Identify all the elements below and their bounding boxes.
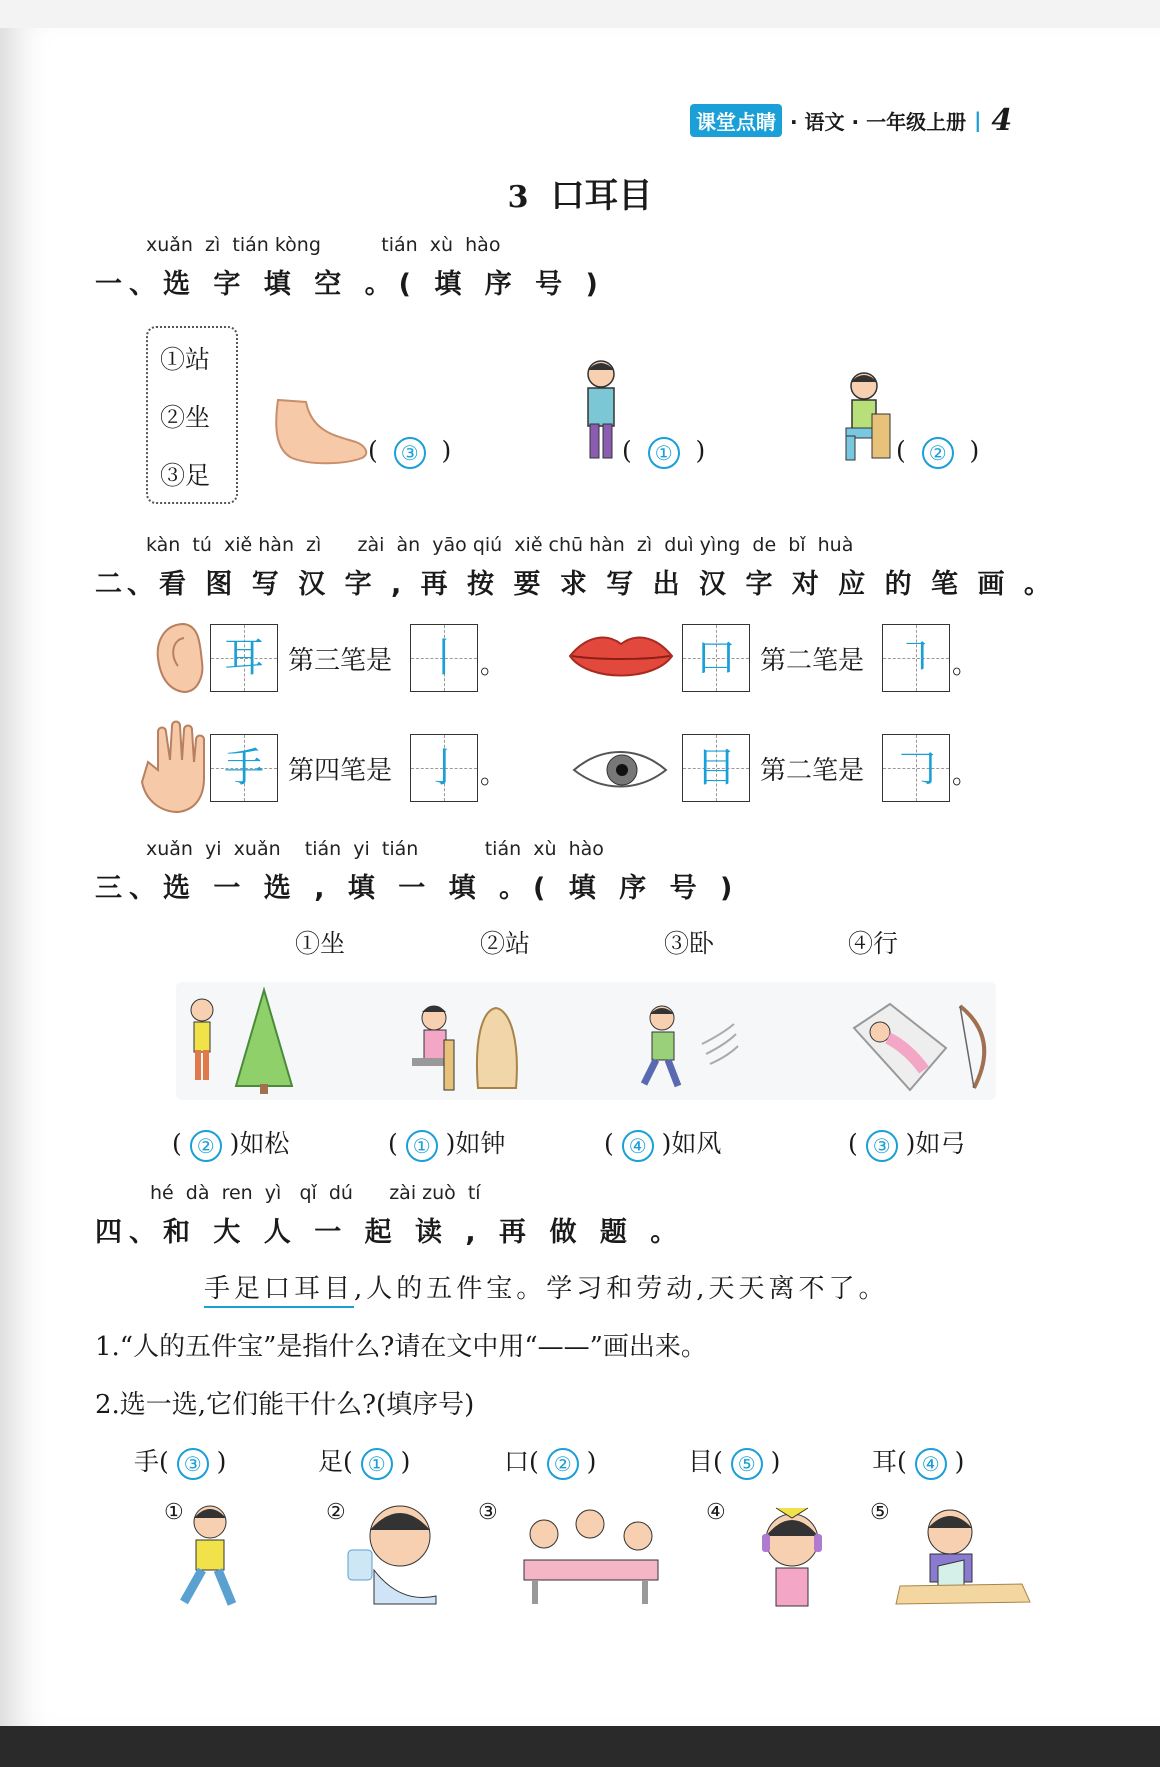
section-badge: 课堂点睛 xyxy=(690,104,782,137)
page-top-edge xyxy=(0,0,1160,28)
boy-reading-icon xyxy=(894,1502,1034,1606)
eye-icon xyxy=(572,746,668,794)
q1-blank-3[interactable]: ( ② ) xyxy=(896,436,979,469)
q4-sub-question-2: 2.选一选,它们能干什么?(填序号) xyxy=(95,1390,475,1420)
q2-end-1: 。 xyxy=(480,650,507,680)
q3-blank-2[interactable]: ( ① )如钟 xyxy=(388,1124,505,1162)
header-divider: | xyxy=(974,108,982,132)
kids-eating-table-icon xyxy=(514,1502,664,1606)
mouth-icon xyxy=(568,632,674,684)
q1-option: ①站 xyxy=(160,345,211,374)
q4-passage: 手足口耳目,人的五件宝。学习和劳动,天天离不了。 xyxy=(204,1268,889,1305)
lesson-name: 口耳目 xyxy=(550,176,653,216)
ear-icon xyxy=(154,622,206,694)
q3-heading: 三、选 一 选 , 填 一 填 。( 填 序 号 ) xyxy=(95,873,740,904)
page-number: 4 xyxy=(991,102,1013,138)
q2-prompt-1: 第三笔是 xyxy=(288,646,393,676)
q4-pinyin: hé dà ren yì qǐ dú zài zuò tí xyxy=(150,1182,481,1204)
q3-blank-4[interactable]: ( ③ )如弓 xyxy=(848,1124,965,1162)
q2-end-2: 。 xyxy=(952,650,979,680)
q1-blank-2[interactable]: ( ① ) xyxy=(622,436,705,469)
running-boy-icon xyxy=(166,1502,250,1612)
q4-answer-5[interactable]: 耳( ④ ) xyxy=(872,1442,964,1480)
q2-char-box-4[interactable]: 目 xyxy=(682,734,750,802)
boy-running-icon xyxy=(630,1004,750,1094)
passage-underlined-answer: 手足口耳目 xyxy=(204,1274,354,1308)
q2-stroke-box-3[interactable]: 亅 xyxy=(410,734,478,802)
q3-blank-1[interactable]: ( ② )如松 xyxy=(172,1124,289,1162)
q2-char-box-3[interactable]: 手 xyxy=(210,734,278,802)
q1-pinyin: xuǎn zì tián kòng tián xù hào xyxy=(146,234,501,256)
q1-blank-1[interactable]: ( ③ ) xyxy=(368,436,451,469)
q2-prompt-3: 第四笔是 xyxy=(288,756,393,786)
q2-char-box-1[interactable]: 耳 xyxy=(210,624,278,692)
q1-option: ②坐 xyxy=(160,403,211,432)
q2-stroke-box-4[interactable]: 𠃌 xyxy=(882,734,950,802)
q4-answer-3[interactable]: 口( ② ) xyxy=(504,1442,596,1480)
q2-end-4: 。 xyxy=(952,760,979,790)
q3-option: ①坐 xyxy=(295,929,346,958)
page-header xyxy=(690,100,1012,140)
q4-sub-question-1: 1.“人的五件宝”是指什么?请在文中用“——”画出来。 xyxy=(95,1332,707,1362)
sitting-boy-icon xyxy=(838,370,896,466)
q4-picture-label: ② xyxy=(326,1500,346,1525)
q1-heading: 一、选 字 填 空 。( 填 序 号 ) xyxy=(95,269,605,300)
subject-label: · 语文 · 一年级上册 xyxy=(790,109,967,134)
drinking-boy-icon xyxy=(340,1500,440,1604)
lesson-title xyxy=(0,168,1160,217)
q4-heading: 四、和 大 人 一 起 读 , 再 做 题 。 xyxy=(95,1217,685,1248)
q3-blank-3[interactable]: ( ④ )如风 xyxy=(604,1124,721,1162)
girl-headphones-icon xyxy=(746,1500,836,1610)
q2-char-box-2[interactable]: 口 xyxy=(682,624,750,692)
q2-prompt-4: 第二笔是 xyxy=(760,756,865,786)
girl-sitting-bell-icon xyxy=(404,1000,528,1096)
girl-lying-bow-icon xyxy=(850,998,996,1094)
q4-picture-label: ③ xyxy=(478,1500,498,1525)
q4-picture-label: ⑤ xyxy=(870,1500,890,1525)
q2-heading: 二、看 图 写 汉 字 , 再 按 要 求 写 出 汉 字 对 应 的 笔 画 。 xyxy=(95,569,1056,600)
q4-answer-4[interactable]: 目( ⑤ ) xyxy=(688,1442,780,1480)
q2-stroke-box-1[interactable]: 丨 xyxy=(410,624,478,692)
q2-stroke-box-2[interactable]: ㇕ xyxy=(882,624,950,692)
standing-boy-icon xyxy=(576,358,626,464)
q2-pinyin: kàn tú xiě hàn zì zài àn yāo qiú xiě chū hàn zì duì yìng de bǐ huà xyxy=(146,534,854,556)
q3-pinyin: xuǎn yi xuǎn tián yi tián tián xù hào xyxy=(146,838,604,860)
q3-option: ④行 xyxy=(848,929,899,958)
lesson-number: 3 xyxy=(507,180,529,215)
q3-option: ②站 xyxy=(480,929,531,958)
q2-prompt-2: 第二笔是 xyxy=(760,646,865,676)
hand-icon xyxy=(138,722,208,814)
q4-picture-label: ④ xyxy=(706,1500,726,1525)
q4-answer-2[interactable]: 足( ① ) xyxy=(318,1442,410,1480)
q1-option: ③足 xyxy=(160,461,211,490)
boy-beside-pine-icon xyxy=(184,990,304,1096)
q4-picture-label: ① xyxy=(164,1500,184,1525)
foot-icon xyxy=(272,398,368,466)
q3-option: ③卧 xyxy=(664,929,715,958)
q2-end-3: 。 xyxy=(480,760,507,790)
q4-answer-1[interactable]: 手( ③ ) xyxy=(134,1442,226,1480)
